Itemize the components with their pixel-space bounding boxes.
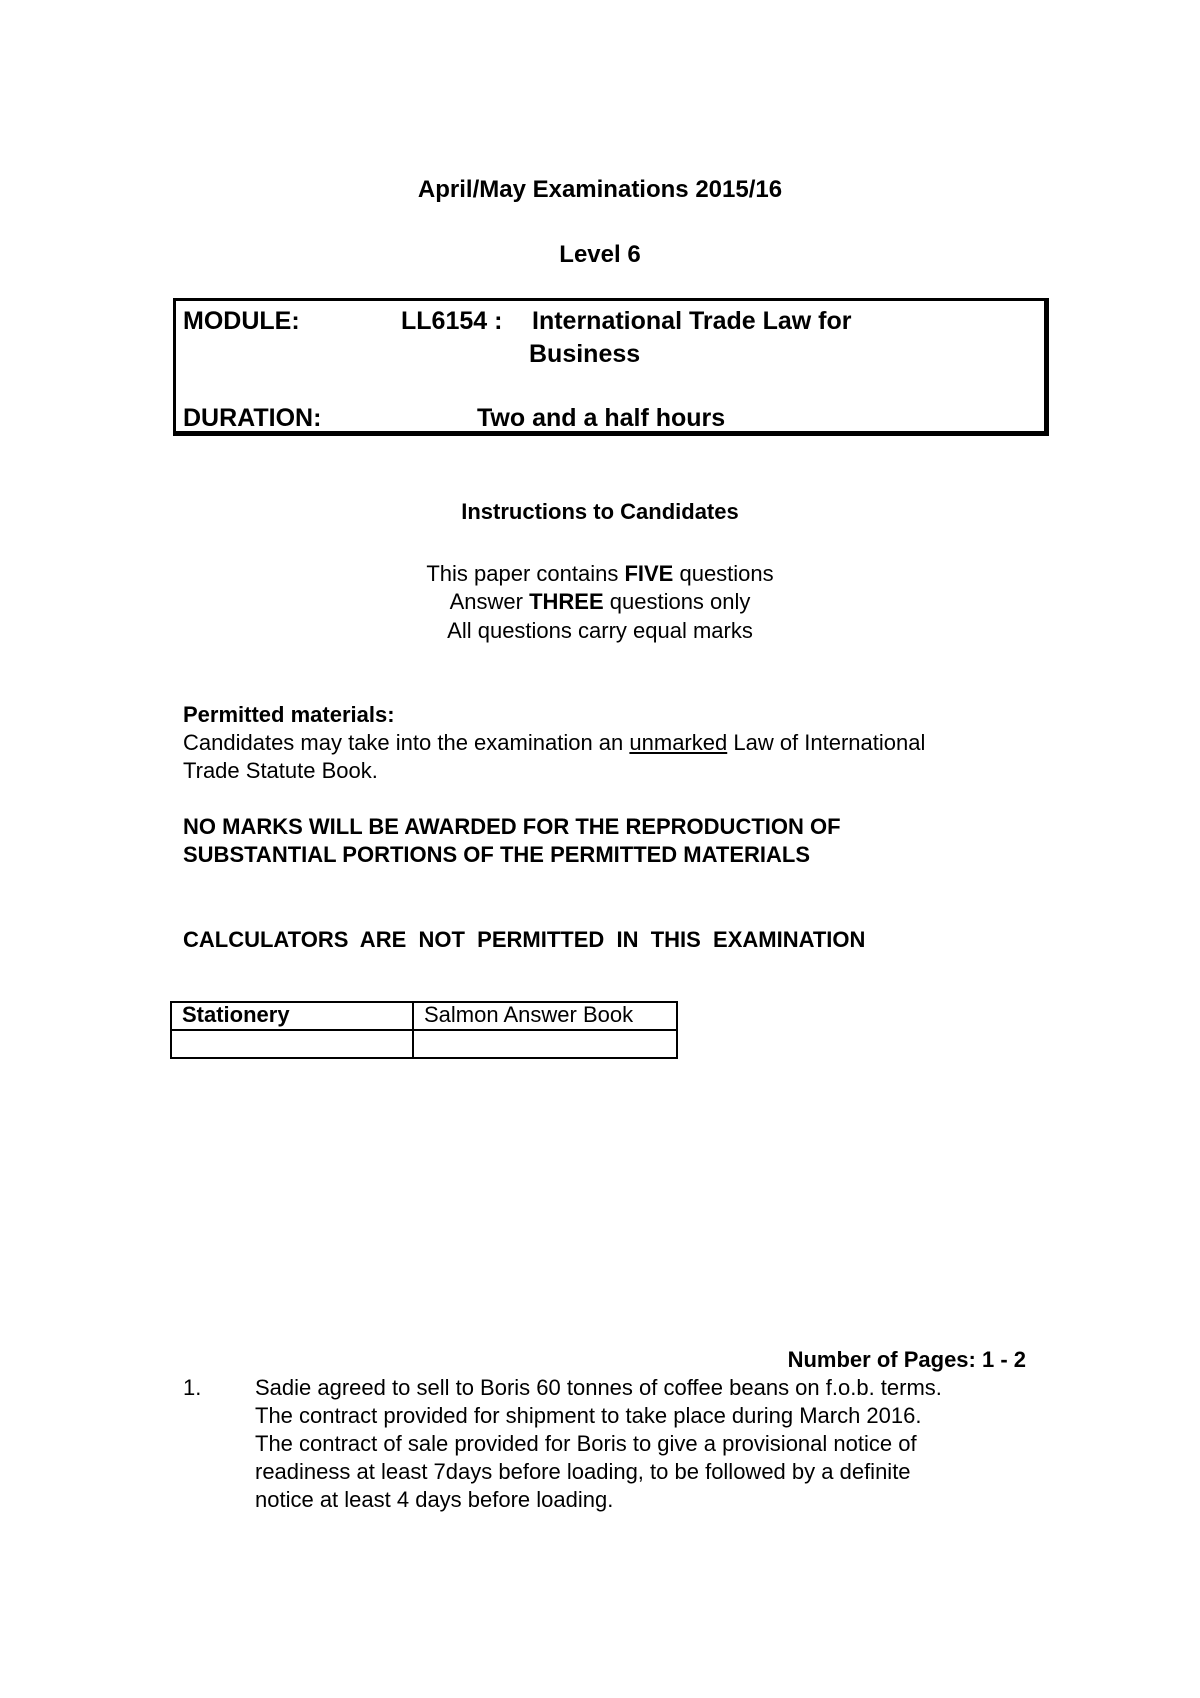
permitted-line1 (183, 729, 925, 757)
instructions-emphasis: FIVE (624, 561, 674, 586)
question-line: Sadie agreed to sell to Boris 60 tonnes of coffee beans on f.o.b. terms. (255, 1375, 942, 1400)
calculators-notice: CALCULATORS ARE NOT PERMITTED IN THIS EXAMINATION (183, 927, 866, 952)
question-1-body (255, 1374, 942, 1514)
instructions-text: questions (673, 561, 774, 586)
instructions-text: questions only (603, 589, 751, 614)
permitted-underlined: unmarked (629, 730, 728, 755)
instructions-emphasis: THREE (529, 589, 604, 614)
exam-title: April/May Examinations 2015/16 (417, 176, 783, 203)
instructions-line-answer (0, 588, 1200, 616)
duration-label: DURATION: (183, 404, 322, 432)
question-line: The contract of sale provided for Boris to give a provisional notice of (255, 1431, 917, 1456)
warning-line1: NO MARKS WILL BE AWARDED FOR THE REPRODUCTION OF (183, 814, 841, 839)
instructions-text: Answer (449, 589, 530, 614)
question-line: The contract provided for shipment to take place during March 2016. (255, 1403, 922, 1428)
module-code: LL6154 : (401, 307, 503, 335)
warning-line2: SUBSTANTIAL PORTIONS OF THE PERMITTED MATERIALS (183, 842, 810, 867)
duration-value: Two and a half hours (477, 404, 726, 432)
module-name-line2: Business (529, 340, 641, 368)
instructions-text: This paper contains (426, 561, 625, 586)
question-line: readiness at least 7days before loading, to be followed by a definite (255, 1459, 911, 1484)
question-number: 1. (183, 1375, 202, 1400)
table-row (171, 1030, 677, 1058)
instructions-heading: Instructions to Candidates (461, 499, 739, 524)
permitted-heading: Permitted materials: (183, 702, 395, 727)
table-cell (413, 1030, 677, 1058)
stationery-table (170, 1001, 678, 1059)
stationery-value-cell: Salmon Answer Book (413, 1002, 677, 1030)
instructions-line-questions (0, 560, 1200, 588)
question-line: notice at least 4 days before loading. (255, 1487, 614, 1512)
permitted-line2: Trade Statute Book. (183, 758, 378, 783)
instructions-line-marks: All questions carry equal marks (447, 618, 753, 643)
exam-level: Level 6 (559, 241, 641, 268)
module-label: MODULE: (183, 307, 300, 335)
permitted-text: Law of International (727, 730, 926, 755)
permitted-text: Candidates may take into the examination an (183, 730, 630, 755)
stationery-label-cell: Stationery (171, 1002, 413, 1030)
page-count: Number of Pages: 1 - 2 (787, 1347, 1026, 1372)
table-cell (171, 1030, 413, 1058)
module-name-line1: International Trade Law for (532, 307, 852, 335)
table-row (171, 1002, 677, 1030)
